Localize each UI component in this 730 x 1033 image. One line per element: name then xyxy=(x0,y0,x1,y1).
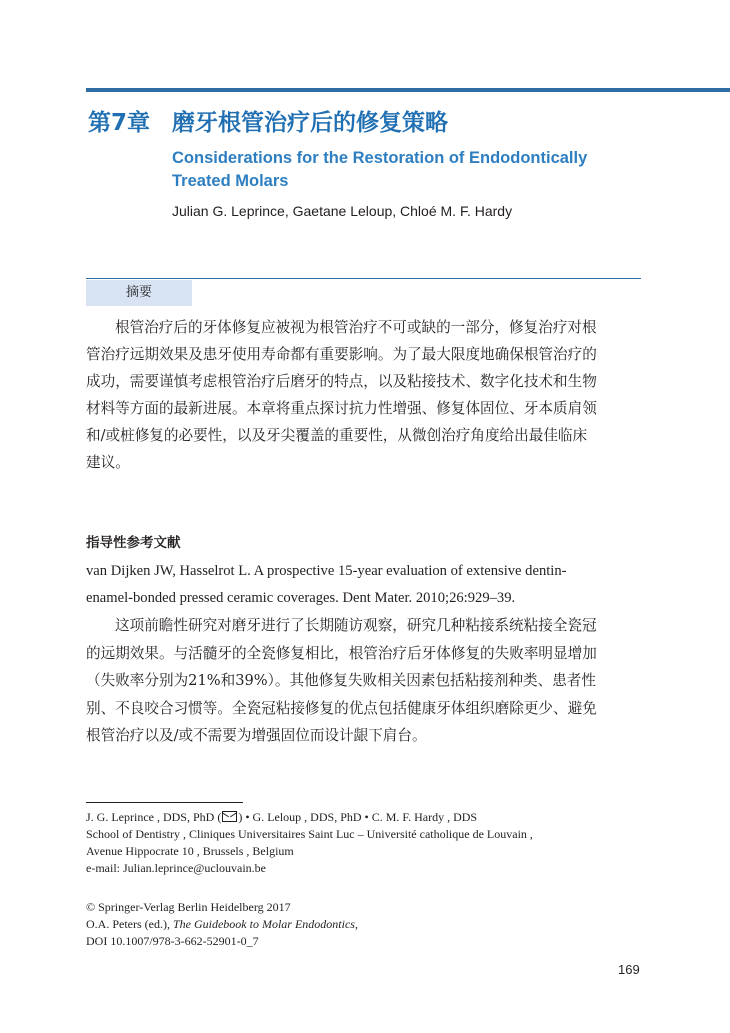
header-rule xyxy=(86,88,730,92)
footnote-email: e-mail: Julian.leprince@uclouvain.be xyxy=(86,861,266,875)
abstract-rule xyxy=(86,278,641,279)
envelope-icon xyxy=(222,811,237,822)
chapter-number: 第7章 xyxy=(88,110,151,136)
footnote-text: J. G. Leprince , DDS, PhD ( xyxy=(86,810,222,824)
book-title: The Guidebook to Molar Endodontics xyxy=(172,917,355,931)
abstract-line: 建议。 xyxy=(86,454,130,471)
abstract-line: 管治疗远期效果及患牙使用寿命都有重要影响。为了最大限度地确保根管治疗的 xyxy=(86,346,597,363)
copyright-block xyxy=(86,899,358,950)
guide-line: 这项前瞻性研究对磨牙进行了长期随访观察，研究几种粘接系统粘接全瓷冠 xyxy=(115,617,597,634)
chapter-title xyxy=(88,104,448,137)
abstract-label: 摘要 xyxy=(86,280,192,306)
chapter-title-cn: 磨牙根管治疗后的修复策略 xyxy=(172,110,448,136)
abstract-line: 材料等方面的最新进展。本章将重点探讨抗力性增强、修复体固位、牙本质肩领 xyxy=(86,400,597,417)
footnote-text: ) • G. Leloup , DDS, PhD • C. M. F. Hardy , DDS xyxy=(238,810,478,824)
abstract-body xyxy=(86,314,642,476)
footnote-line: Avenue Hippocrate 10 , Brussels , Belgium xyxy=(86,844,294,858)
guide-line: 的远期效果。与活髓牙的全瓷修复相比，根管治疗后牙体修复的失败率明显增加 xyxy=(86,644,597,662)
footnote-line: School of Dentistry , Cliniques Universitaires Saint Luc – Université catholique de Louvain , xyxy=(86,827,533,841)
abstract-line: 和/或桩修复的必要性，以及牙尖覆盖的重要性，从微创治疗角度给出最佳临床 xyxy=(86,427,588,444)
copyright-line xyxy=(86,916,358,933)
authors: Julian G. Leprince, Gaetane Leloup, Chloé M. F. Hardy xyxy=(172,203,513,219)
copyright-text: , xyxy=(354,917,358,931)
abstract-line: 根管治疗后的牙体修复应被视为根管治疗不可或缺的一部分，修复治疗对根 xyxy=(115,319,597,336)
abstract-line: 成功，需要谨慎考虑根管治疗后磨牙的特点，以及粘接技术、数字化技术和生物 xyxy=(86,373,597,390)
reference-citation xyxy=(86,558,646,612)
guide-body xyxy=(86,612,642,750)
guide-line: （失败率分别为21%和39%）。其他修复失败相关因素包括粘接剂种类、患者性 xyxy=(86,672,596,689)
page-number: 169 xyxy=(618,962,640,977)
copyright-text: O.A. Peters (ed.), xyxy=(86,917,173,931)
chapter-title-en: Considerations for the Restoration of Endodontically Treated Molars xyxy=(172,149,588,190)
author-footnote xyxy=(86,809,533,877)
reference-line: enamel-bonded pressed ceramic coverages. Dent Mater. 2010;26:929–39. xyxy=(86,590,516,606)
reference-line: van Dijken JW, Hasselrot L. A prospective 15-year evaluation of extensive dentin- xyxy=(86,563,567,579)
guide-line: 别、不良咬合习惯等。全瓷冠粘接修复的优点包括健康牙体组织磨除更少、避免 xyxy=(86,699,597,717)
copyright-line: © Springer-Verlag Berlin Heidelberg 2017 xyxy=(86,900,291,914)
doi-line: DOI 10.1007/978-3-662-52901-0_7 xyxy=(86,934,259,948)
footnote-line xyxy=(86,809,533,826)
guide-line: 根管治疗以及/或不需要为增强固位而设计龈下肩台。 xyxy=(86,727,427,744)
guide-heading: 指导性参考文献 xyxy=(86,535,181,551)
footnote-rule xyxy=(86,802,243,803)
